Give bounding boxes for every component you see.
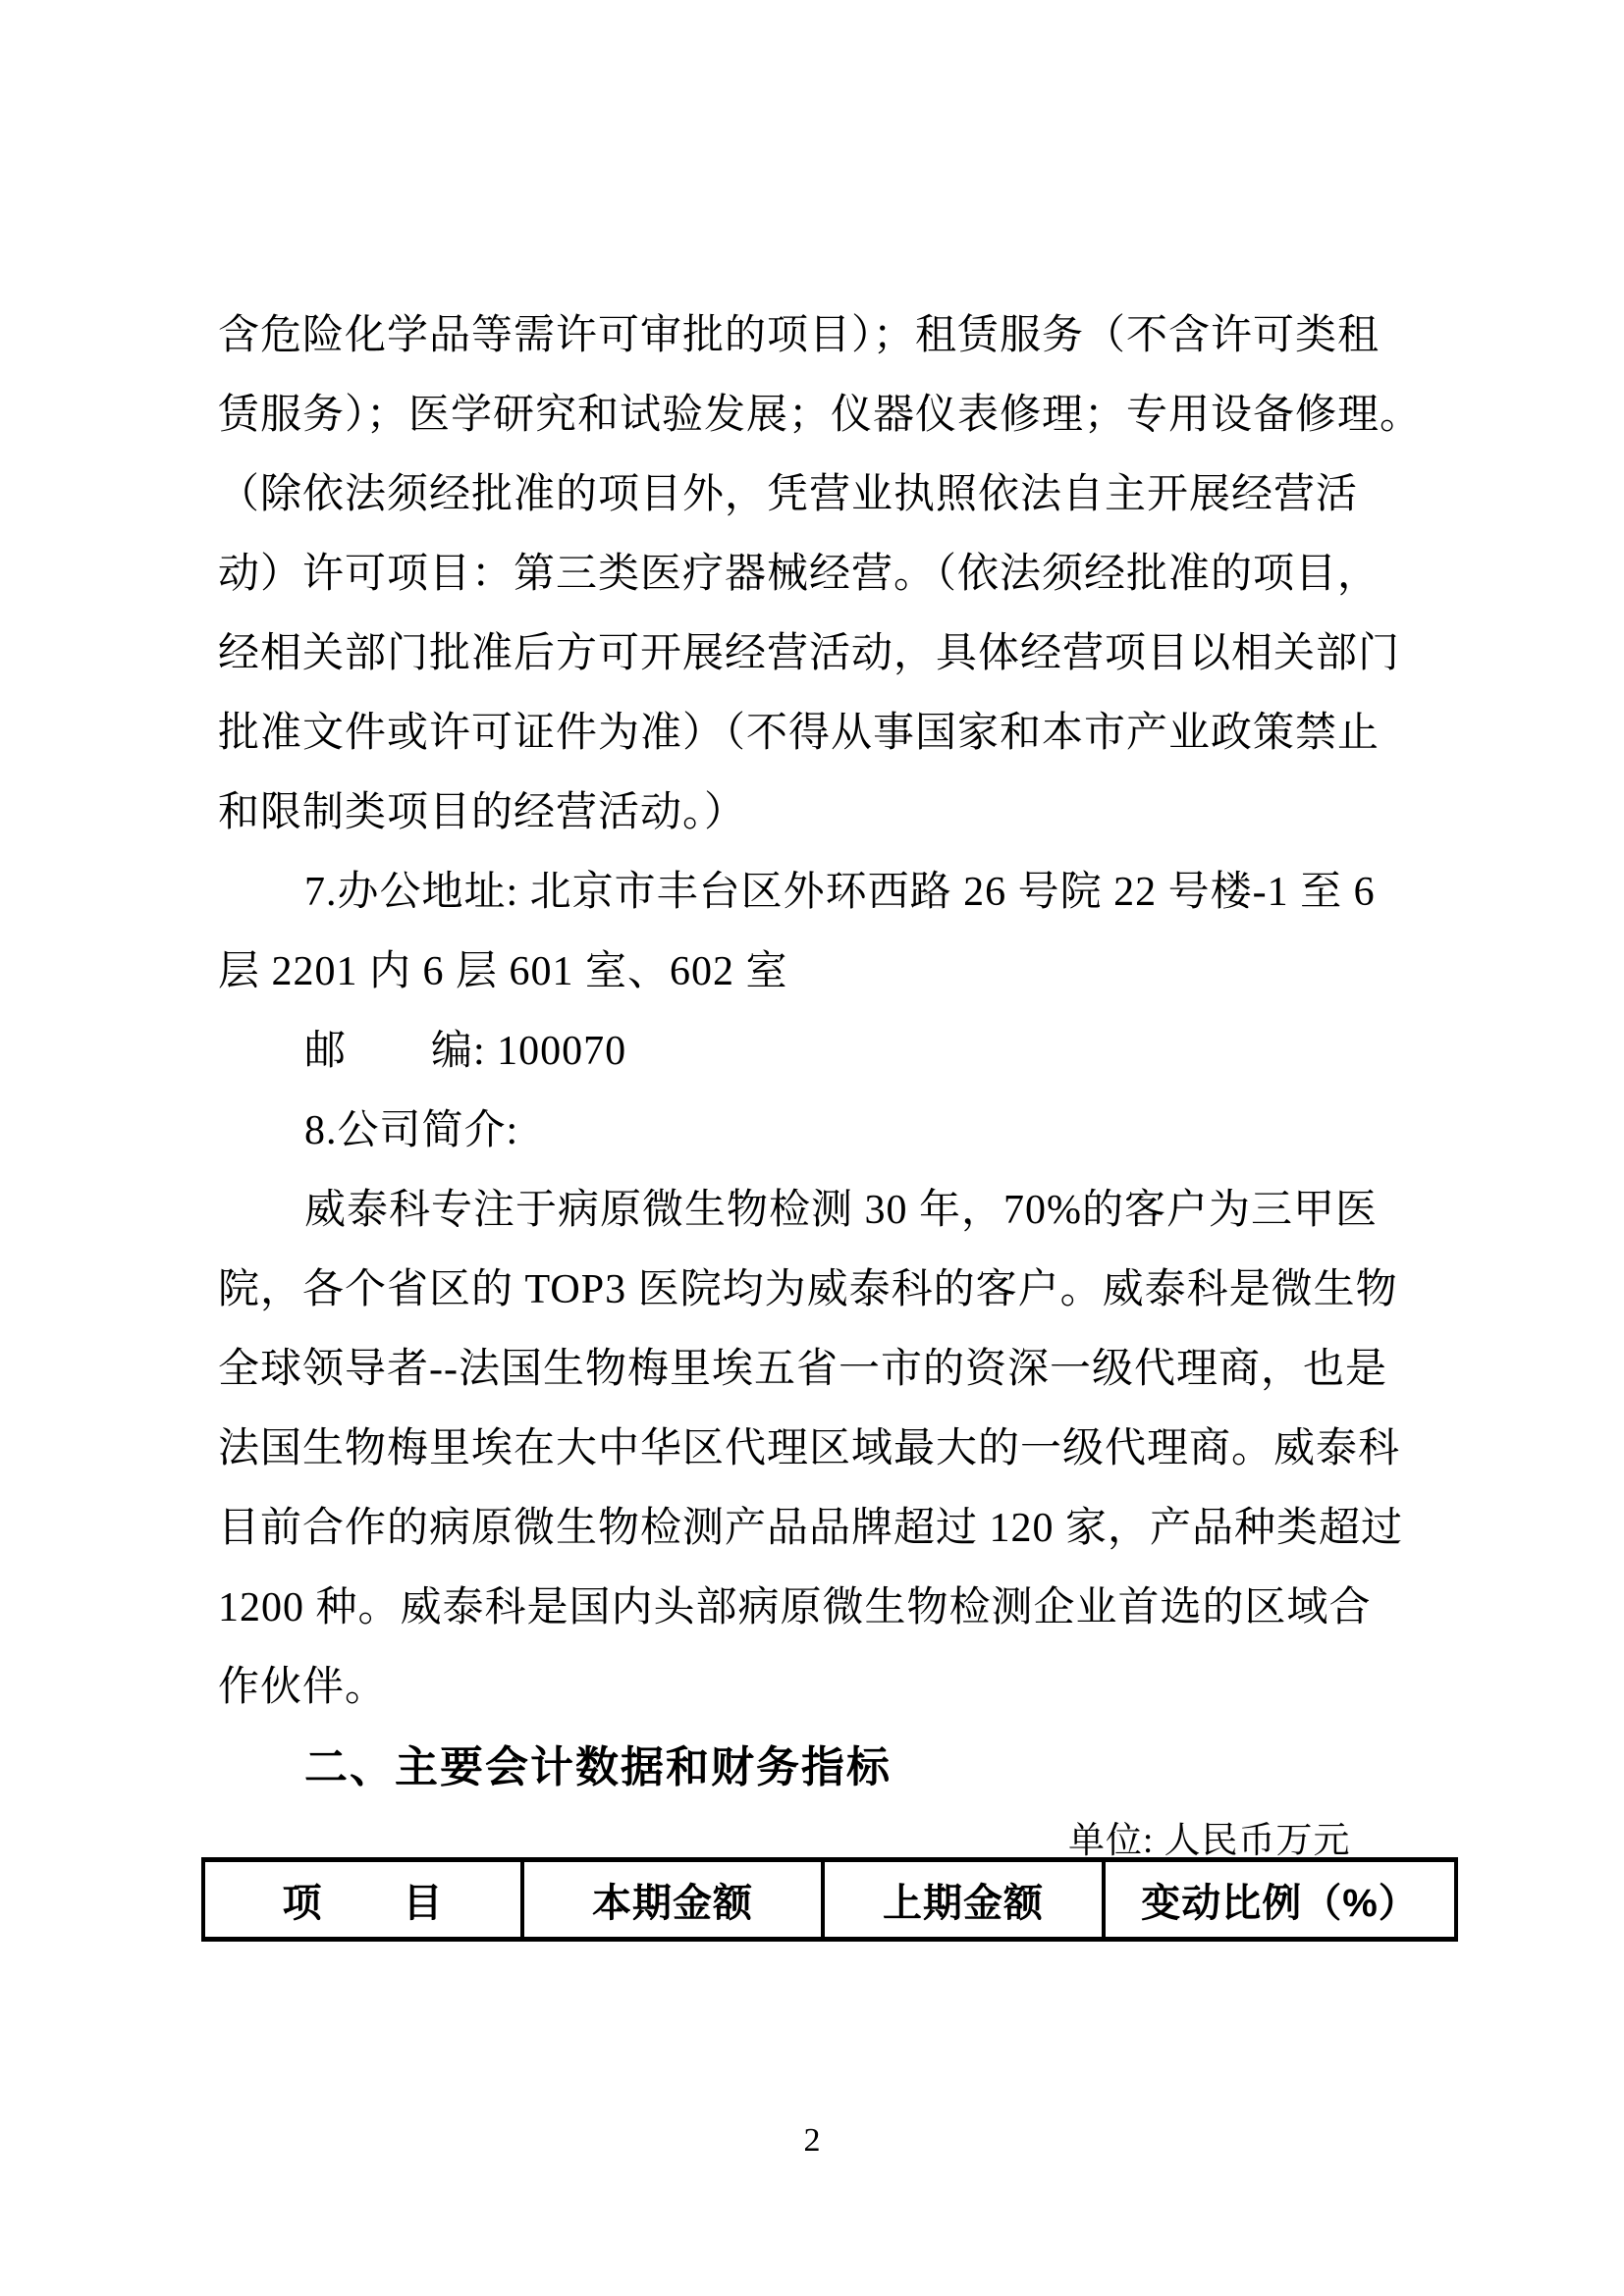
table-header-item: 项 目 [203, 1860, 522, 1940]
body-line-company-profile-label: 8.公司简介: [304, 1108, 519, 1153]
table-header-current-amount: 本期金额 [522, 1860, 823, 1940]
body-line: 批准文件或许可证件为准）（不得从事国家和本市产业政策禁止 [218, 711, 1380, 756]
body-line: 威泰科专注于病原微生物检测 30 年，70%的客户为三甲医 [304, 1188, 1378, 1233]
body-line: （除依法须经批准的项目外，凭营业执照依法自主开展经营活 [218, 472, 1359, 517]
table-header-row [203, 1860, 1456, 1940]
table-header-prior-amount: 上期金额 [823, 1860, 1104, 1940]
body-line: 经相关部门批准后方可开展经营活动，具体经营项目以相关部门 [218, 631, 1401, 676]
body-line: 赁服务）；医学研究和试验发展；仪器仪表修理；专用设备修理。 [218, 393, 1423, 438]
body-line: 法国生物梅里埃在大中华区代理区域最大的一级代理商。威泰科 [218, 1426, 1401, 1471]
section-heading: 二、主要会计数据和财务指标 [304, 1743, 892, 1791]
document-body [218, 296, 1428, 1807]
page-number: 2 [803, 2122, 821, 2159]
body-line: 层 2201 内 6 层 601 室、602 室 [218, 949, 788, 994]
financial-table [201, 1857, 1458, 1942]
body-line: 含危险化学品等需许可审批的项目）；租赁服务（不含许可类租 [218, 313, 1380, 358]
body-line-postal-code: 邮 编: 100070 [304, 1029, 627, 1074]
body-line-office-address: 7.办公地址: 北京市丰台区外环西路 26 号院 22 号楼-1 至 6 [304, 870, 1376, 915]
body-line: 全球领导者--法国生物梅里埃五省一市的资深一级代理商，也是 [218, 1347, 1387, 1392]
body-line: 作伙伴。 [218, 1665, 388, 1710]
body-line: 和限制类项目的经营活动。） [218, 790, 747, 835]
body-line: 动）许可项目：第三类医疗器械经营。（依法须经批准的项目， [218, 552, 1380, 597]
unit-label: 单位: 人民币万元 [1068, 1821, 1351, 1861]
table-header-change-ratio: 变动比例（%） [1104, 1860, 1456, 1940]
body-line: 1200 种。威泰科是国内头部病原微生物检测企业首选的区域合 [218, 1585, 1372, 1630]
body-line: 目前合作的病原微生物检测产品品牌超过 120 家，产品种类超过 [218, 1506, 1404, 1551]
body-line: 院，各个省区的 TOP3 医院均为威泰科的客户。威泰科是微生物 [218, 1267, 1398, 1312]
